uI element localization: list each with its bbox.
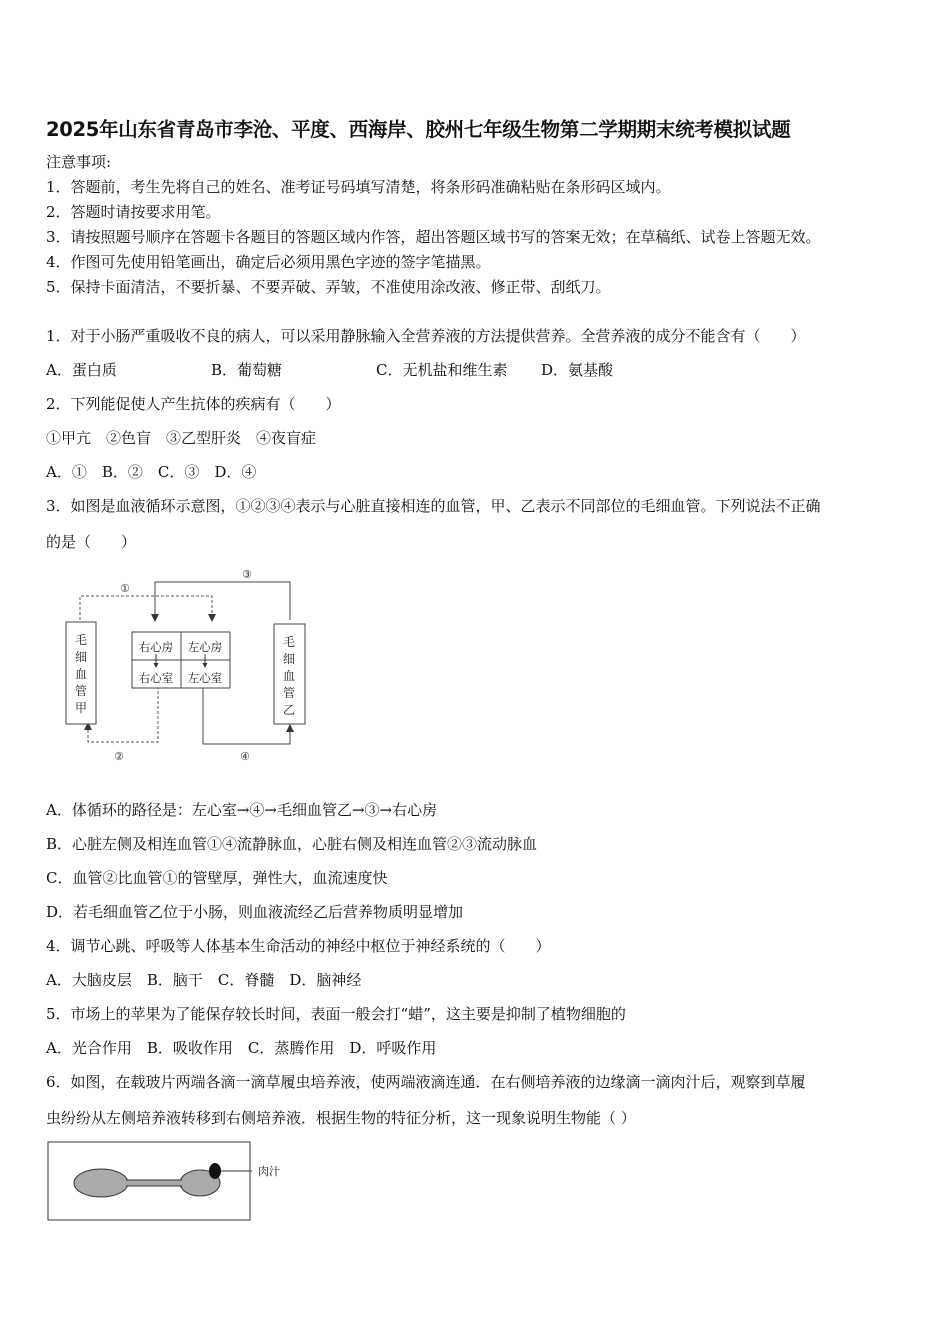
q1-option-a: A．蛋白质: [46, 361, 117, 379]
left-drop: [74, 1169, 128, 1197]
notice-item: 1．答题前，考生先将自己的姓名、准考证号码填写清楚，将条形码准确粘贴在条形码区域内。: [46, 178, 671, 196]
q3-option-d: D．若毛细血管乙位于小肠，则血液流经乙后营养物质明显增加: [46, 903, 464, 921]
capillary-a-char: 管: [74, 684, 88, 698]
vessel-1-label: ①: [120, 582, 130, 595]
broth-label: 肉汁: [258, 1165, 280, 1178]
q4-options: A．大脑皮层 B．脑干 C．脊髓 D．脑神经: [46, 971, 362, 989]
q1-options: [46, 360, 613, 380]
capillary-b-char: 毛: [282, 635, 296, 649]
q3-option-a: A．体循环的路径是：左心室→④→毛细血管乙→③→右心房: [46, 801, 438, 819]
vessel-3-label: ③: [242, 568, 252, 581]
page-title: 2025年山东省青岛市李沧、平度、西海岸、胶州七年级生物第二学期期末统考模拟试题: [46, 118, 791, 141]
capillary-a-char: 细: [74, 650, 88, 664]
capillary-a-char: 毛: [74, 633, 88, 647]
vessel-1-path: [80, 596, 212, 620]
q4-stem: 4．调节心跳、呼吸等人体基本生命活动的神经中枢位于神经系统的（ ）: [46, 937, 551, 955]
vessel-3-path: [155, 582, 290, 620]
q6-stem: 6．如图，在载玻片两端各滴一滴草履虫培养液，使两端液滴连通．在右侧培养液的边缘滴一滴肉汁后，观察到草履: [46, 1073, 806, 1091]
left-ventricle: 左心室: [187, 671, 223, 685]
q1-stem: 1．对于小肠严重吸收不良的病人，可以采用静脉输入全营养液的方法提供营养。全营养液的成分不能含有（ ）: [46, 327, 806, 345]
notice-item: 2．答题时请按要求用笔。: [46, 203, 221, 221]
vessel-4-label: ④: [240, 750, 250, 763]
q5-stem: 5．市场上的苹果为了能保存较长时间，表面一般会打“蜡”，这主要是抑制了植物细胞的: [46, 1005, 626, 1023]
q2-stem: 2．下列能促使人产生抗体的疾病有（ ）: [46, 395, 341, 413]
notice-item: 3．请按照题号顺序在答题卡各题目的答题区域内作答，超出答题区域书写的答案无效；在草稿纸、试卷上答题无效。: [46, 228, 821, 246]
connecting-channel: [126, 1180, 182, 1186]
q3-stem: 的是（ ）: [46, 533, 137, 551]
arrow-icon: [286, 724, 294, 732]
vessel-2-path: [88, 686, 158, 742]
broth-drop: [209, 1163, 221, 1179]
notice-item: 5．保持卡面清洁，不要折暴、不要弄破、弄皱，不准使用涂改液、修正带、刮纸刀。: [46, 278, 611, 296]
arrow-icon: [151, 614, 159, 622]
notice-item: 4．作图可先使用铅笔画出，确定后必须用黑色字迹的签字笔描黑。: [46, 253, 491, 271]
q1-option-b: B．葡萄糖: [211, 361, 283, 379]
capillary-b-char: 血: [282, 669, 296, 683]
q1-option-d: D．氨基酸: [541, 361, 614, 379]
right-ventricle: 右心室: [138, 671, 174, 685]
q2-options: A．① B．② C．③ D．④: [46, 463, 257, 481]
slide-diagram: [46, 1140, 252, 1222]
capillary-b-char: 乙: [282, 703, 296, 717]
q3-stem: 3．如图是血液循环示意图，①②③④表示与心脏直接相连的血管，甲、乙表示不同部位的毛细血管。下列说法不正确: [46, 497, 821, 515]
blood-circulation-diagram: [58, 562, 328, 767]
left-atrium: 左心房: [187, 640, 223, 654]
notice-heading: 注意事项:: [46, 153, 112, 171]
q1-option-c: C．无机盐和维生素: [376, 361, 508, 379]
q2-items: ①甲亢 ②色盲 ③乙型肝炎 ④夜盲症: [46, 429, 317, 447]
q6-stem: 虫纷纷从左侧培养液转移到右侧培养液．根据生物的特征分析，这一现象说明生物能（ ）: [46, 1109, 636, 1127]
q5-options: A．光合作用 B．吸收作用 C．蒸腾作用 D．呼吸作用: [46, 1039, 437, 1057]
q3-option-c: C．血管②比血管①的管壁厚，弹性大，血流速度快: [46, 869, 388, 887]
capillary-a-char: 血: [74, 667, 88, 681]
capillary-b-char: 细: [282, 652, 296, 666]
arrow-icon: [208, 614, 216, 622]
capillary-a-char: 甲: [74, 701, 88, 715]
right-atrium: 右心房: [138, 640, 174, 654]
q3-option-b: B．心脏左侧及相连血管①④流静脉血，心脏右侧及相连血管②③流动脉血: [46, 835, 538, 853]
vessel-2-label: ②: [114, 750, 124, 763]
capillary-b-char: 管: [282, 686, 296, 700]
